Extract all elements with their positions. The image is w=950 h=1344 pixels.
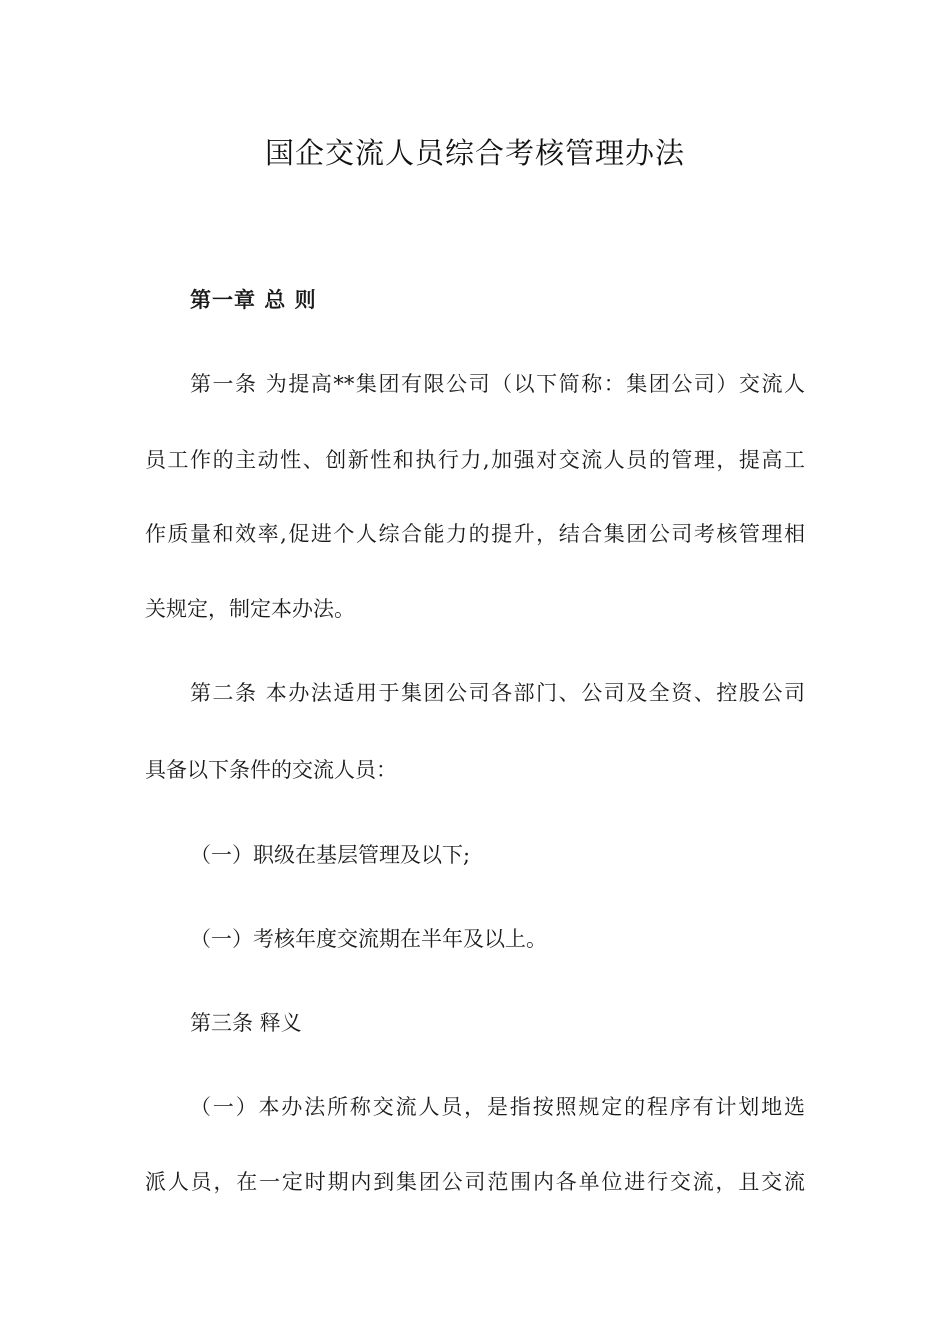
article-1-line-1: 第一条 为提高**集团有限公司（以下简称：集团公司）交流人	[190, 372, 805, 396]
article-3-item-1-line-2: 派人员，在一定时期内到集团公司范围内各单位进行交流，且交流	[145, 1170, 805, 1194]
article-1-line-3: 作质量和效率,促进个人综合能力的提升，结合集团公司考核管理相	[145, 522, 805, 546]
article-1-line-2: 员工作的主动性、创新性和执行力,加强对交流人员的管理，提高工	[145, 448, 805, 472]
article-3-heading: 第三条 释义	[190, 1011, 302, 1035]
article-1-line-4: 关规定，制定本办法。	[145, 597, 355, 621]
chapter-heading: 第一章 总 则	[190, 288, 317, 312]
article-3-item-1-line-1: （一）本办法所称交流人员，是指按照规定的程序有计划地选	[190, 1095, 805, 1119]
article-2-line-2: 具备以下条件的交流人员：	[145, 758, 397, 782]
article-2-item-1: （一）职级在基层管理及以下;	[190, 843, 471, 867]
document-title: 国企交流人员综合考核管理办法	[264, 136, 685, 170]
article-2-line-1: 第二条 本办法适用于集团公司各部门、公司及全资、控股公司	[190, 681, 805, 705]
article-2-item-2: （一）考核年度交流期在半年及以上。	[190, 927, 547, 951]
